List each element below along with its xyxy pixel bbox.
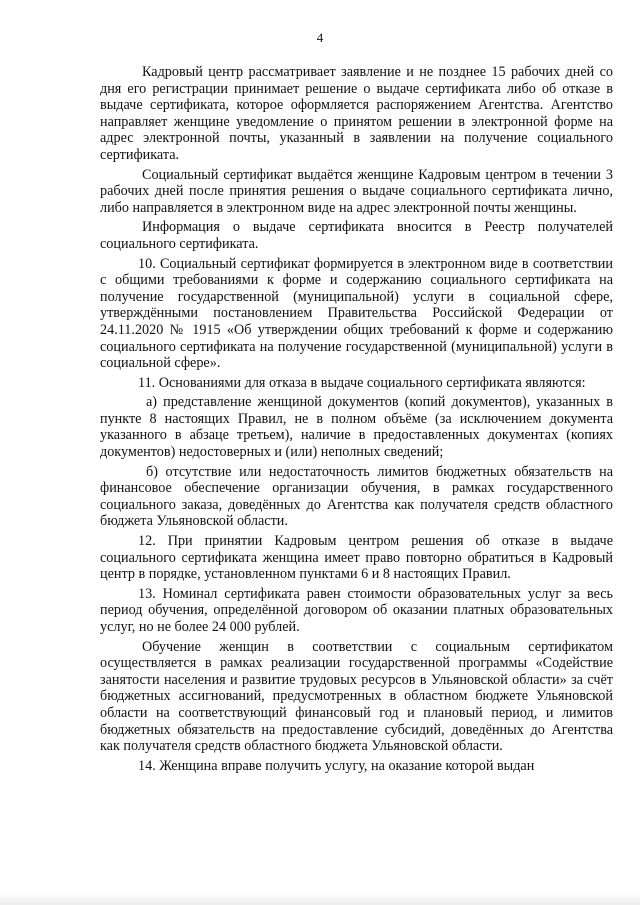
paragraph-item-14: 14. Женщина вправе получить услугу, на оказание которой выдан	[138, 757, 535, 774]
document-body	[100, 64, 613, 774]
paragraph-item-11: 11. Основаниями для отказа в выдаче социального сертификата являются:	[138, 374, 586, 391]
paragraph-item-12: 12. При принятии Кадровым центром решения об отказе в выдаче социального сертификата женщина имеет право повторно обратиться в Кадровый центр в порядке, установленном пунктами 6 и 8 настоящих Правил.	[100, 533, 613, 583]
paragraph-training-program: Обучение женщин в соответствии с социальным сертификатом осуществляется в рамках реализации государственной программы «Содействие занятости населения и развитие трудовых ресурсов в Ульяновской области» за счёт бюджетных ассигнований, предусмотренных в областном бюджете Ульяновской области на соответствующий финансовый год и плановый период, и лимитов бюджетных обязательств на предоставление субсидий, доведённых до Агентства как получателя средств областного бюджета Ульяновской области.	[100, 638, 613, 755]
page-number: 4	[316, 30, 324, 45]
paragraph-item-10: 10. Социальный сертификат формируется в электронном виде в соответствии с общими требованиями к форме и содержанию социального сертификата на получение государственной (муниципальной) услуги в социальной сфере, утверждёнными постановлением Правительства Российской Федерации от 24.11.2020 № 1915 «Об утверждении общих требований к форме и содержанию социального сертификата на получение государственной (муниципальной) услуги в социальной сфере».	[100, 255, 613, 372]
paragraph-item-11-a: а) представление женщиной документов (копий документов), указанных в пункте 8 настоящих Правил, не в полном объёме (за исключением документа указанного в абзаце третьем), наличие в предоставленных документах (копиях документов) недостоверных и (или) неполных сведений;	[100, 394, 613, 461]
scan-edge-shadow	[0, 891, 640, 905]
paragraph-registry-entry: Информация о выдаче сертификата вносится в Реестр получателей социального сертификата.	[100, 219, 613, 252]
paragraph-certificate-issuance: Социальный сертификат выдаётся женщине Кадровым центром в течении 3 рабочих дней после принятия решения о выдаче социального сертификата лично, либо направляется в электронном виде на адрес электронной почты женщины.	[100, 166, 613, 216]
paragraph-review-application: Кадровый центр рассматривает заявление и не позднее 15 рабочих дней со дня его регистрации принимает решение о выдаче сертификата либо об отказе в выдаче сертификата, которое оформляется распоряжением Агентства. Агентство направляет женщине уведомление о принятом решении в электронной форме на адрес электронной почты, указанный в заявлении на получение социального сертификата.	[100, 64, 613, 163]
paragraph-item-11-b: б) отсутствие или недостаточность лимитов бюджетных обязательств на финансовое обеспечение организации обучения, в рамках государственного социального заказа, доведённых до Агентства как получателя средств областного бюджета Ульяновской области.	[100, 463, 613, 530]
paragraph-item-13: 13. Номинал сертификата равен стоимости образовательных услуг за весь период обучения, определённой договором об оказании платных образовательных услуг, но не более 24 000 рублей.	[100, 585, 613, 635]
